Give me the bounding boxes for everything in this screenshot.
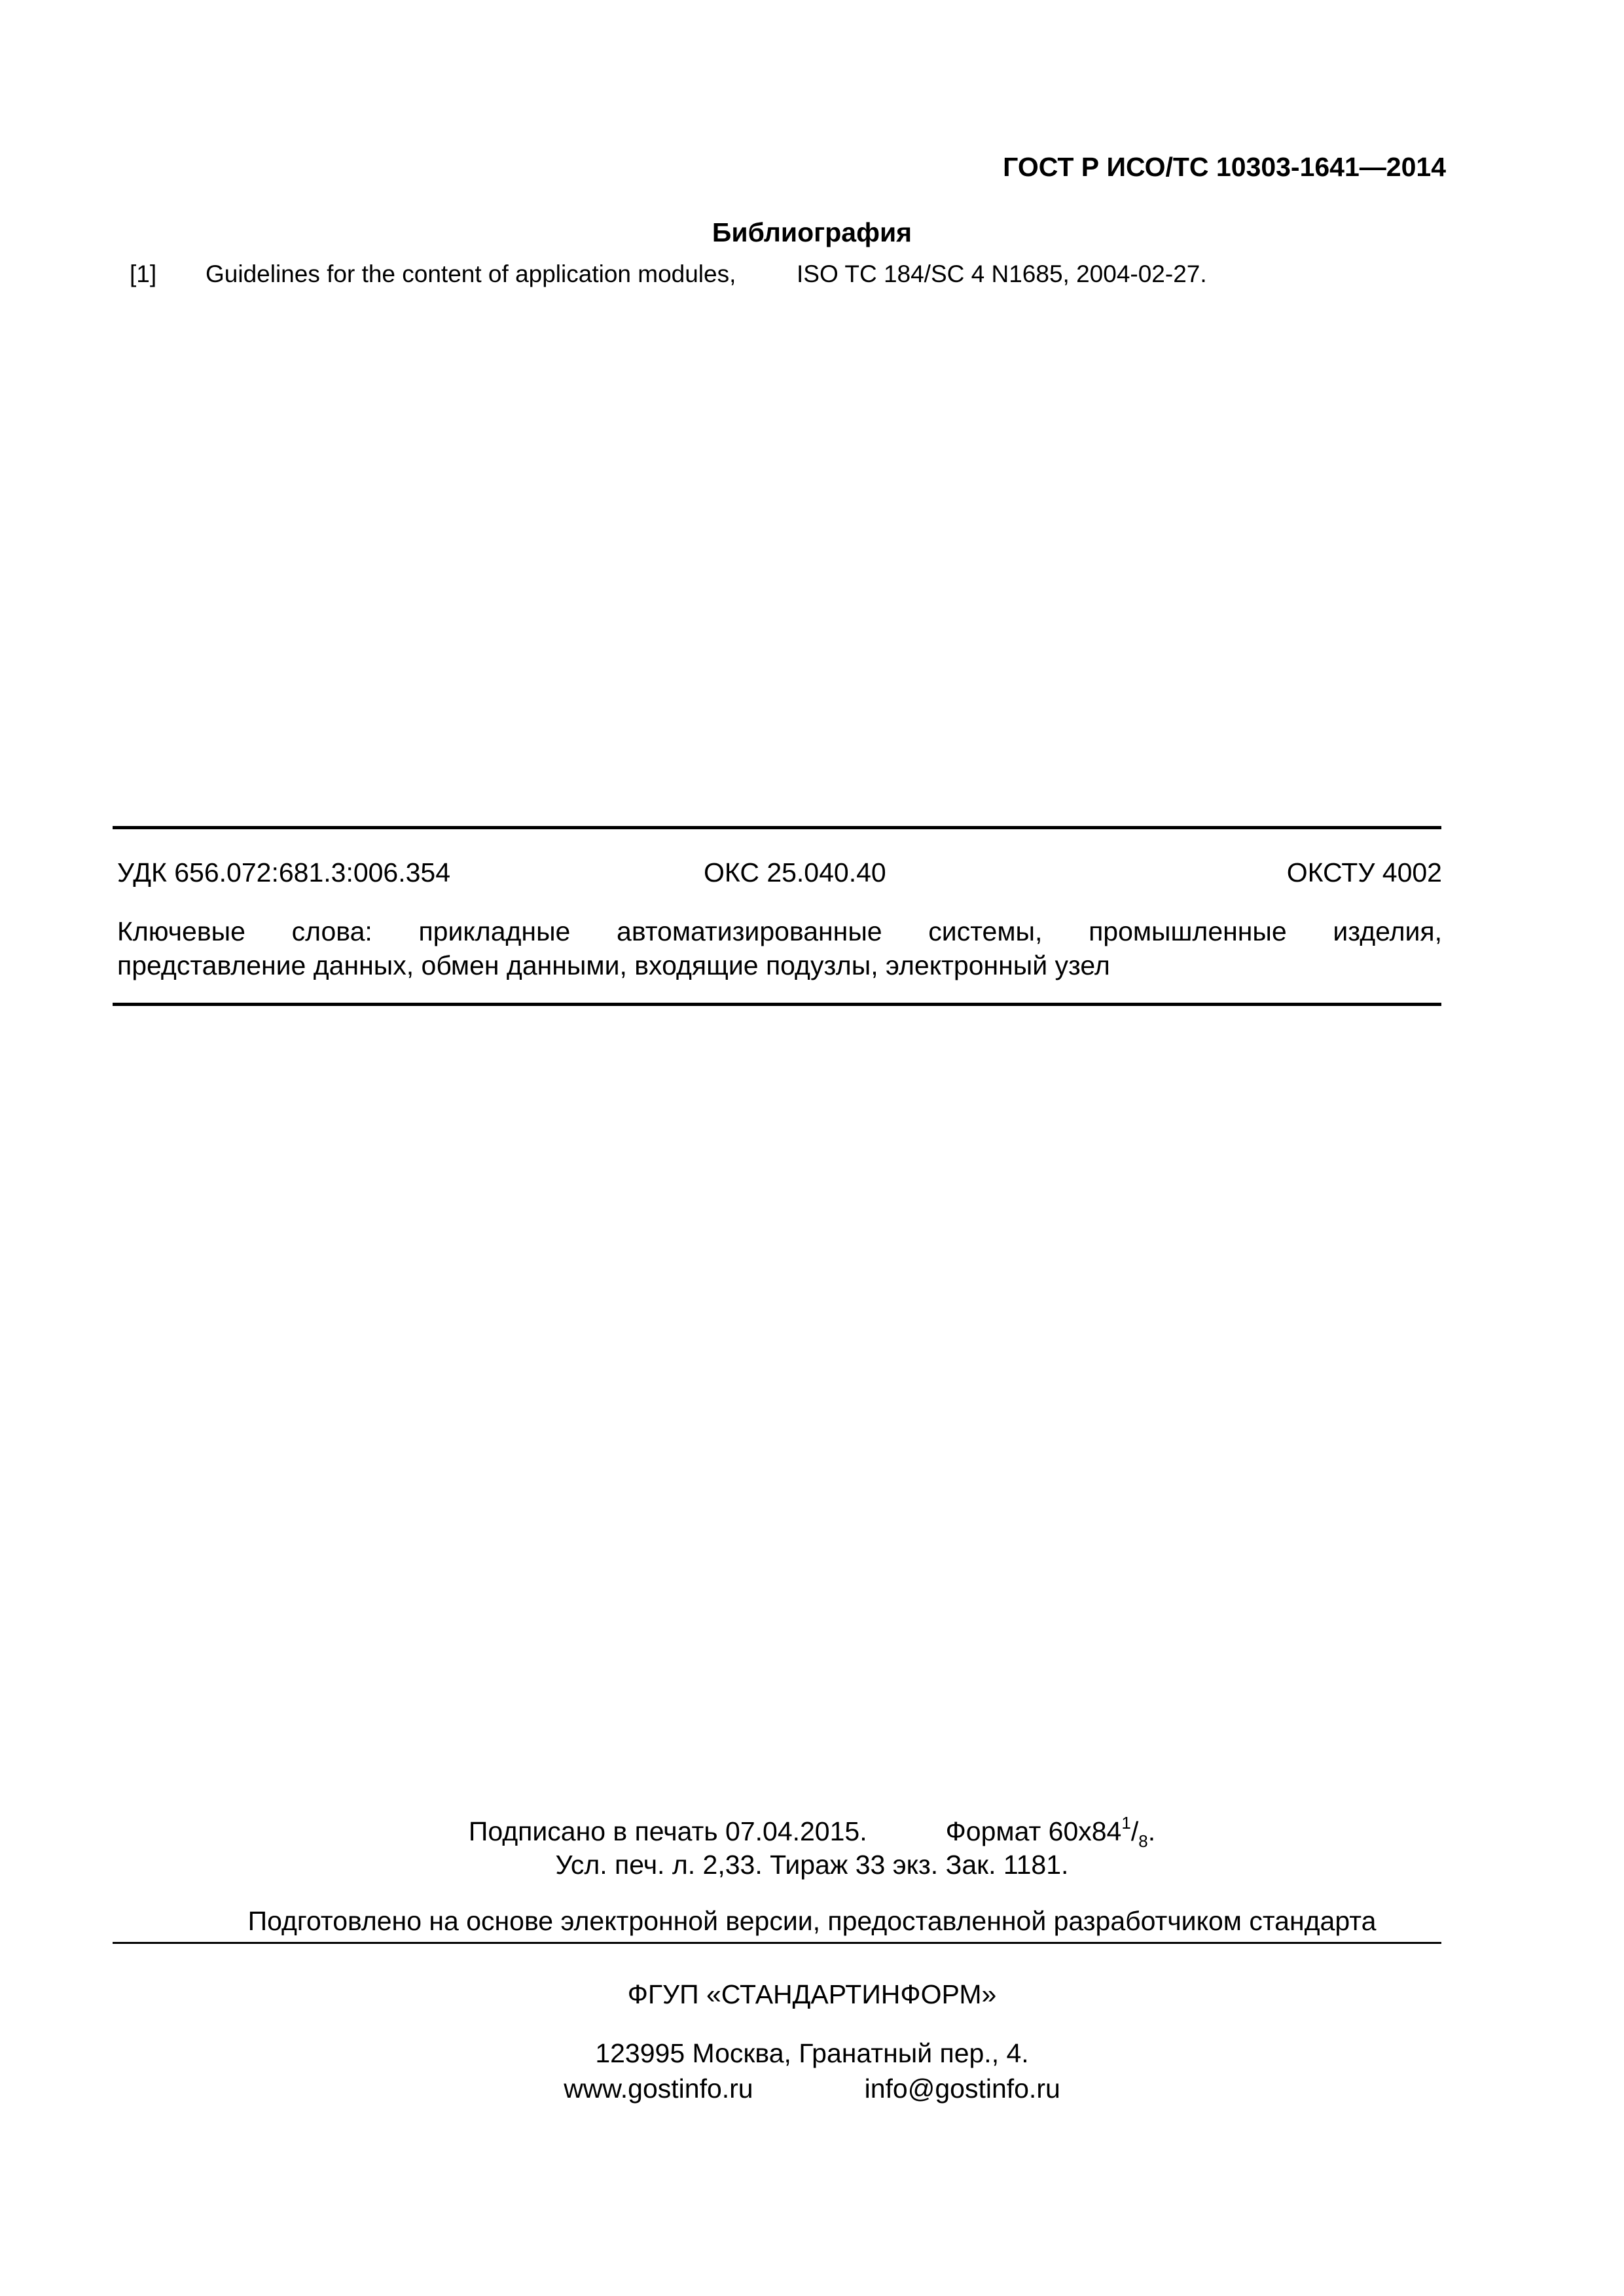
oks-code: ОКС 25.040.40 bbox=[704, 857, 886, 888]
document-code: ГОСТ Р ИСО/ТС 10303-1641—2014 bbox=[1003, 152, 1446, 182]
udk-code: УДК 656.072:681.3:006.354 bbox=[117, 857, 451, 888]
imprint-details: Усл. печ. л. 2,33. Тираж 33 экз. Зак. 1181. bbox=[555, 1850, 1069, 1880]
bibliography-entry-source: ISO TC 184/SC 4 N1685, 2004-02-27. bbox=[797, 260, 1207, 287]
keywords-block bbox=[117, 914, 1442, 982]
imprint-format: Формат $60x84^1/_8$. bbox=[945, 1813, 1156, 1851]
imprint-signed-date: Подписано в печать 07.04.2015. bbox=[468, 1816, 867, 1846]
publisher-email-link[interactable]: info@gostinfo.ru bbox=[864, 2073, 1060, 2104]
classification-bottom-rule bbox=[113, 1003, 1441, 1006]
publisher-contacts bbox=[0, 2073, 1624, 2104]
publisher-rule bbox=[113, 1942, 1441, 1944]
bibliography-title: Библиография bbox=[712, 217, 912, 247]
publisher-website-link[interactable]: www.gostinfo.ru bbox=[564, 2073, 753, 2104]
keywords-line-1: Ключевые слова: прикладные автоматизированные системы, промышленные изделия, bbox=[117, 916, 1442, 946]
prepared-note: Подготовлено на основе электронной версии, предоставленной разработчиком стандарта bbox=[247, 1906, 1377, 1936]
okstu-code: ОКСТУ 4002 bbox=[1286, 857, 1442, 888]
keywords-line-2: представление данных, обмен данными, входящие подузлы, электронный узел bbox=[117, 950, 1110, 980]
imprint-signed-line bbox=[0, 1813, 1624, 1852]
classification-top-rule bbox=[113, 826, 1441, 829]
publisher-address: 123995 Москва, Гранатный пер., 4. bbox=[595, 2038, 1029, 2068]
bibliography-entry-number: [1] bbox=[130, 260, 157, 287]
publisher-name: ФГУП «СТАНДАРТИНФОРМ» bbox=[627, 1979, 997, 2009]
bibliography-entry-title: Guidelines for the content of application modules, bbox=[206, 260, 736, 287]
